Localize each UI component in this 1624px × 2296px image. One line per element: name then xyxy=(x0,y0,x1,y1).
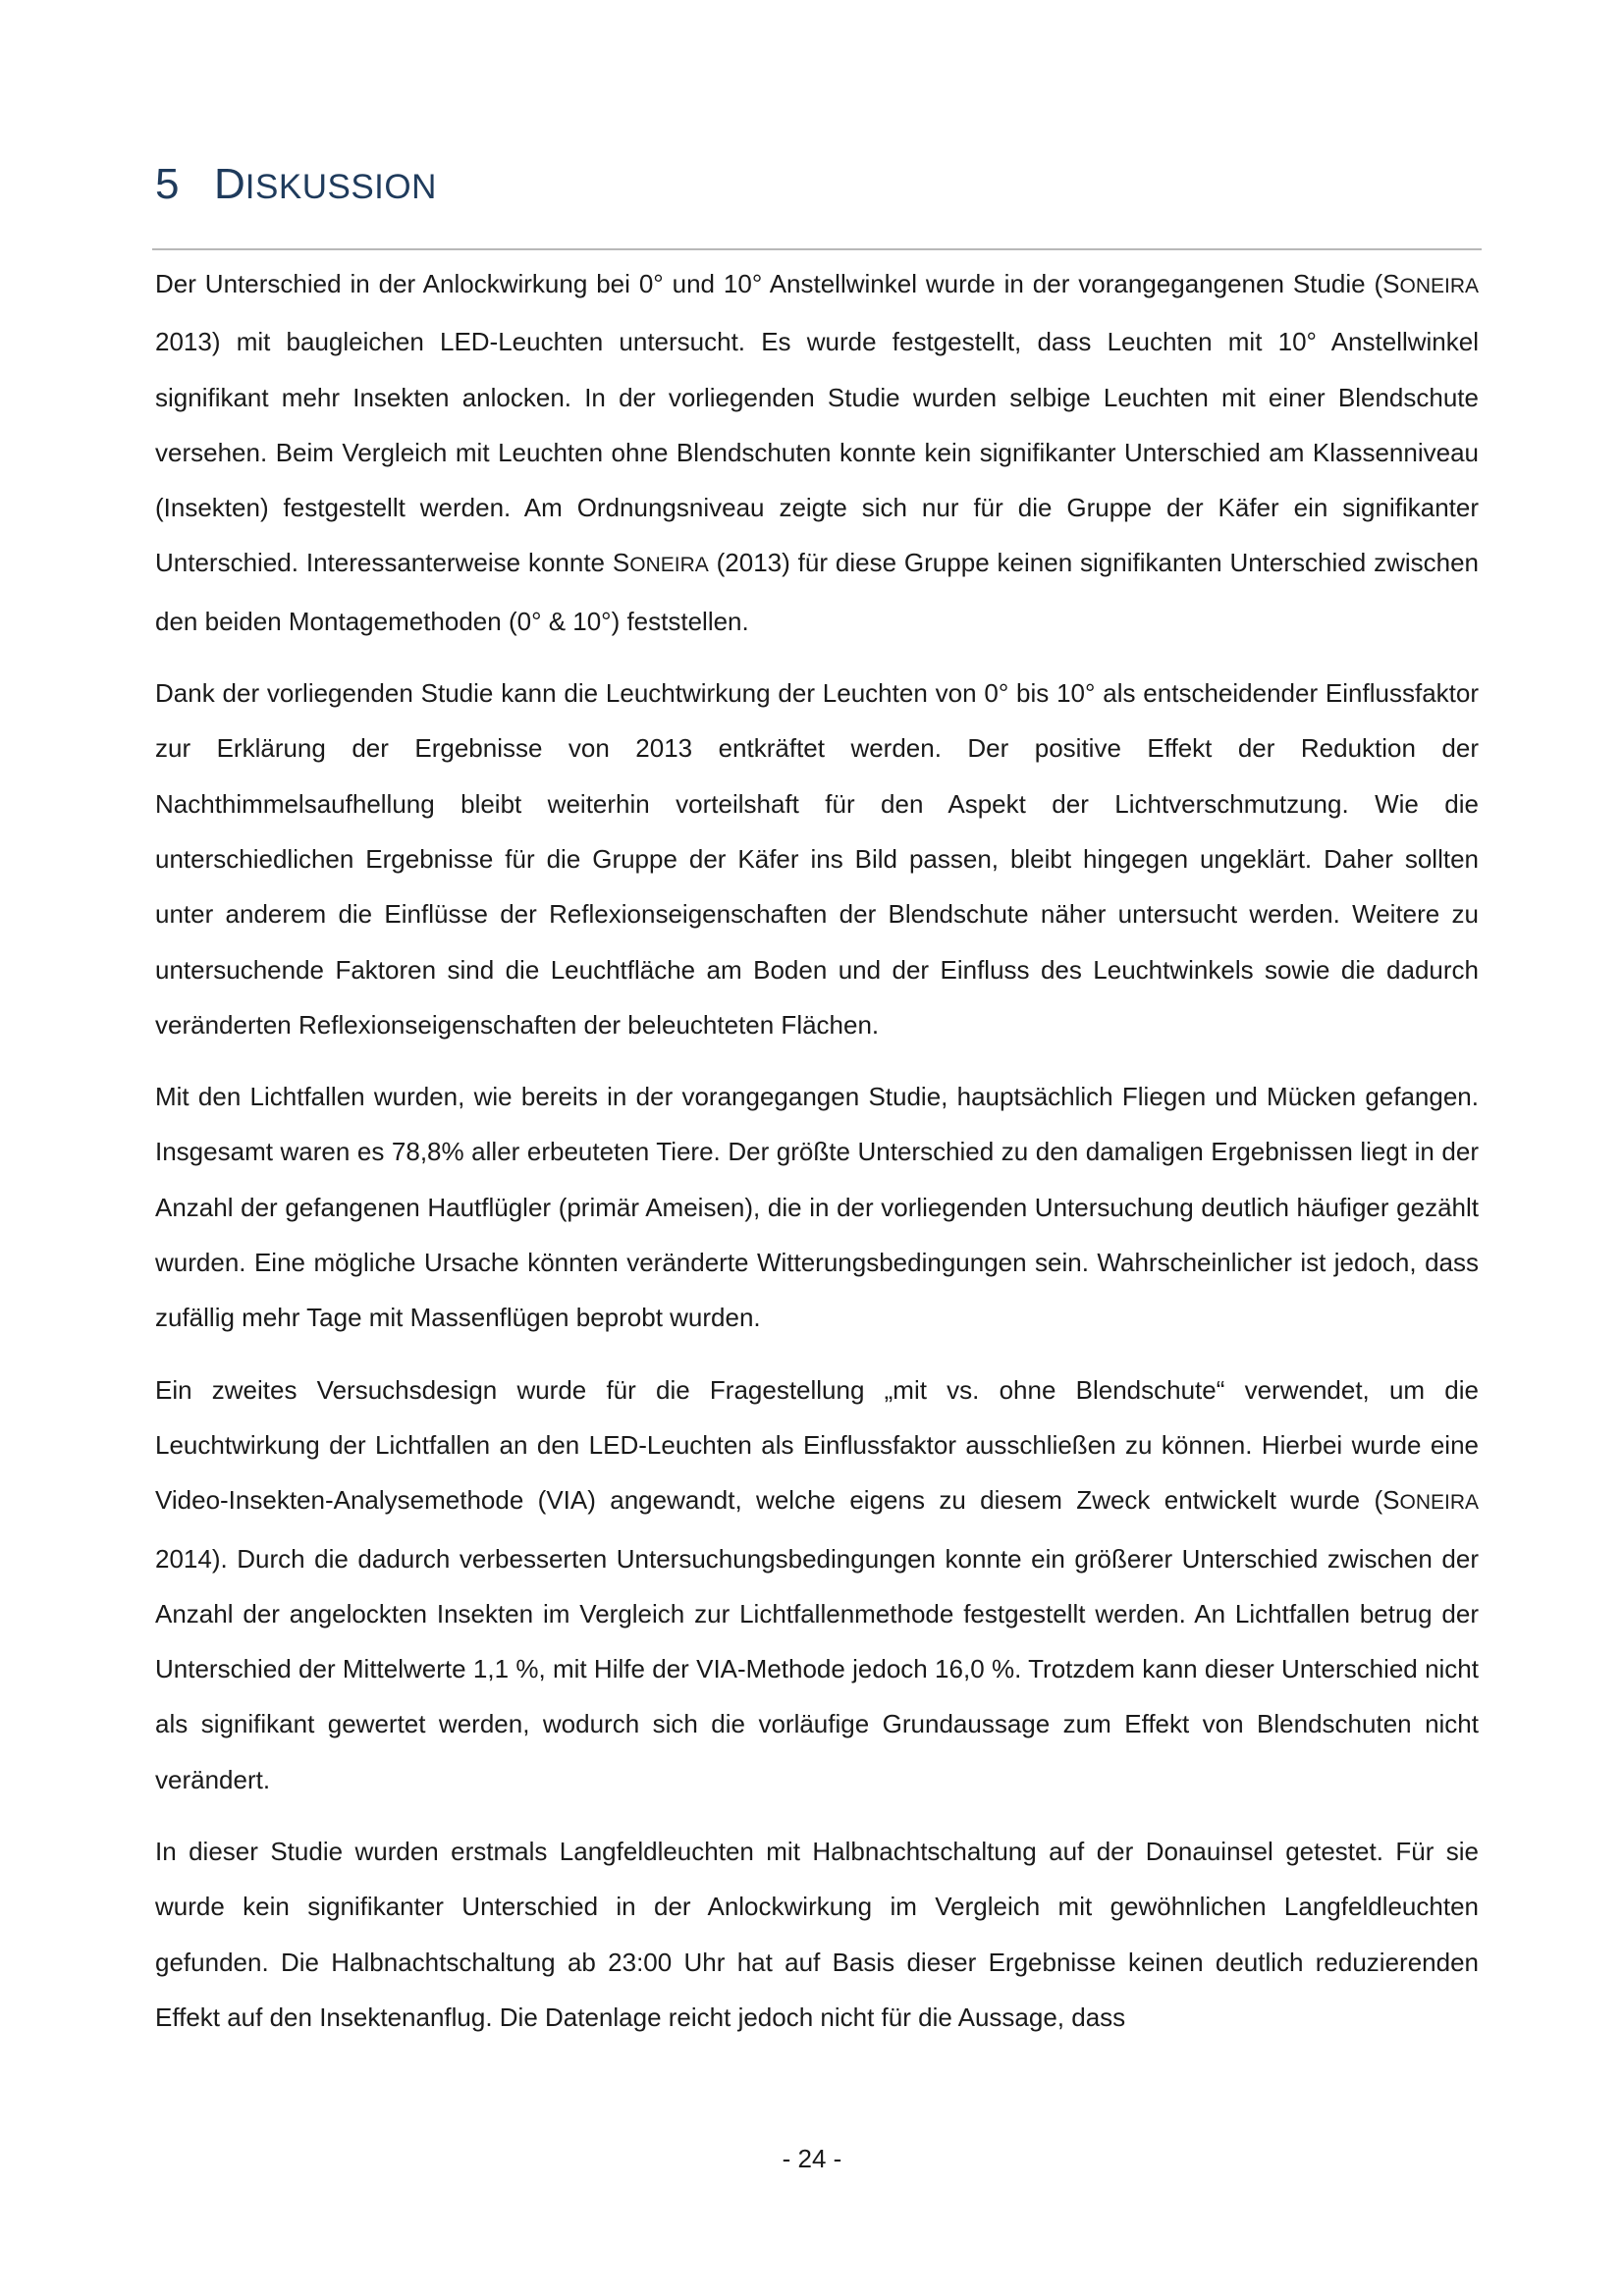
author-initial: S xyxy=(612,548,630,578)
section-title-rest: ISKUSSION xyxy=(244,168,437,206)
heading-divider xyxy=(152,248,1482,250)
author-citation xyxy=(1382,269,1479,298)
paragraph-1-part-a: Der Unterschied in der Anlockwirkung bei 0° und 10° Anstellwinkel wurde in der vorangegangenen Studie ( xyxy=(155,269,1383,298)
paragraph-1-part-b: 2013) mit baugleichen LED-Leuchten untersucht. Es wurde festgestellt, dass Leuchten mit 10° Anstellwinkel signifikant mehr Insekten anlocken. In der vorliegenden Studie wurden selbige Leuchten mit einer Blendschute versehen. Beim Vergleich mit Leuchten ohne Blendschuten konnte kein signifikanter Unterschied am Klassenniveau (Insekten) festgestellt werden. Am Ordnungsniveau zeigte sich nur für die Gruppe der Käfer ein signifikanter Unterschied. Interessanterweise konnte xyxy=(155,327,1479,578)
paragraph-5: In dieser Studie wurden erstmals Langfeldleuchten mit Halbnachtschaltung auf der Donauinsel getestet. Für sie wurde kein signifikanter Unterschied in der Anlockwirkung im Vergleich mit gewöhnlichen Langfeldleuchten gefunden. Die Halbnachtschaltung ab 23:00 Uhr hat auf Basis dieser Ergebnisse keinen deutlich reduzierenden Effekt auf den Insektenanflug. Die Datenlage reicht jedoch nicht für die Aussage, dass xyxy=(155,1837,1479,2032)
paragraph-4-part-a: Ein zweites Versuchsdesign wurde für die Fragestellung „mit vs. ohne Blendschute“ verwendet, um die Leuchtwirkung der Lichtfallen an den LED-Leuchten als Einflussfaktor ausschließen zu können. Hierbei wurde eine Video-Insekten-Analysemethode (VIA) angewandt, welche eigens zu diesem Zweck entwickelt wurde ( xyxy=(155,1374,1479,1516)
author-rest: ONEIRA xyxy=(629,554,709,577)
paragraph-1 xyxy=(155,256,1479,649)
page-number: - 24 - xyxy=(782,2144,842,2173)
body-text xyxy=(155,256,1479,2061)
paragraph-1-part-c: (2013) für diese Gruppe keinen signifikanten Unterschied zwischen den beiden Montagemethoden (0° & 10°) feststellen. xyxy=(155,548,1479,636)
author-initial: S xyxy=(1382,269,1400,298)
author-citation xyxy=(612,548,709,578)
author-initial: S xyxy=(1382,1485,1400,1516)
paragraph-3: Mit den Lichtfallen wurden, wie bereits in der vorangegangen Studie, hauptsächlich Fliegen und Mücken gefangen. Insgesamt waren es 78,8% aller erbeuteten Tiere. Der größte Unterschied zu den damaligen Ergebnissen liegt in der Anzahl der gefangenen Hautflügler (primär Ameisen), die in der vorliegenden Untersuchung deutlich häufiger gezählt wurden. Eine mögliche Ursache könnten veränderte Witterungsbedingungen sein. Wahrscheinlicher ist jedoch, dass zufällig mehr Tage mit Massenflügen beprobt wurden. xyxy=(155,1082,1479,1333)
author-rest: ONEIRA xyxy=(1399,275,1479,297)
author-rest: ONEIRA xyxy=(1399,1491,1479,1515)
author-citation xyxy=(1382,1485,1479,1516)
section-number: 5 xyxy=(155,160,180,208)
section-title-initial: D xyxy=(214,160,245,208)
paragraph-4-part-b: 2014). Durch die dadurch verbesserten Untersuchungsbedingungen konnte ein größerer Unterschied zwischen der Anzahl der angelockten Insekten im Vergleich zur Lichtfallenmethode festgestellt werden. An Lichtfallen betrug der Unterschied der Mittelwerte 1,1 %, mit Hilfe der VIA-Methode jedoch 16,0 %. Trotzdem kann dieser Unterschied nicht als signifikant gewertet werden, wodurch sich die vorläufige Grundaussage zum Effekt von Blendschuten nicht verändert. xyxy=(155,1543,1479,1794)
section-heading xyxy=(155,157,437,215)
paragraph-4 xyxy=(155,1362,1479,1807)
paragraph-2: Dank der vorliegenden Studie kann die Leuchtwirkung der Leuchten von 0° bis 10° als entscheidender Einflussfaktor zur Erklärung der Ergebnisse von 2013 entkräftet werden. Der positive Effekt der Reduktion der Nachthimmelsaufhellung bleibt weiterhin vorteilshaft für den Aspekt der Lichtverschmutzung. Wie die unterschiedlichen Ergebnisse für die Gruppe der Käfer ins Bild passen, bleibt hingegen ungeklärt. Daher sollten unter anderem die Einflüsse der Reflexionseigenschaften der Blendschute näher untersucht werden. Weitere zu untersuchende Faktoren sind die Leuchtfläche am Boden und der Einfluss des Leuchtwinkels sowie die dadurch veränderten Reflexionseigenschaften der beleuchteten Flächen. xyxy=(155,678,1479,1040)
